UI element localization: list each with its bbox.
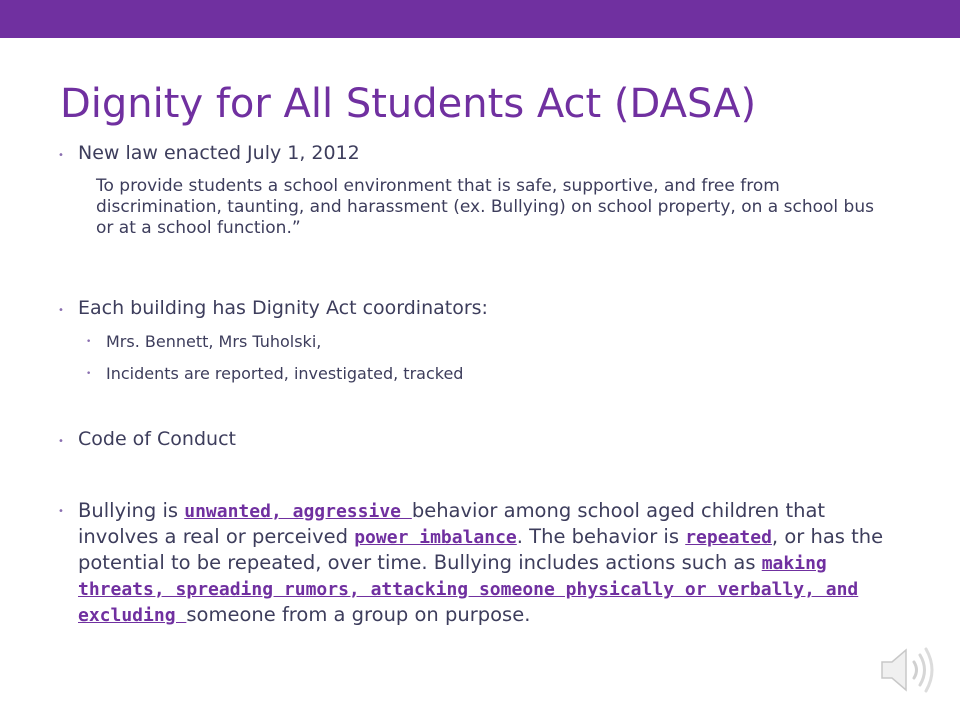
bullet-new-law: New law enacted July 1, 2012 — [78, 142, 360, 164]
keyword-unwanted-aggressive: unwanted, aggressive — [184, 501, 412, 522]
bullying-definition — [78, 498, 908, 628]
keyword-repeated: repeated — [685, 527, 772, 548]
top-accent-bar — [0, 0, 960, 38]
bullet-marker: • — [58, 150, 64, 161]
keyword-bullying-actions: making threats, spreading rumors, attacking someone physically or verbally, and excluding — [78, 553, 859, 626]
bullet-marker: • — [58, 305, 64, 316]
sub-bullet-marker: • — [86, 337, 92, 347]
bullet-marker: • — [58, 436, 64, 447]
sub-bullet-marker: • — [86, 369, 92, 379]
bullying-text: someone from a group on purpose. — [186, 603, 531, 626]
bullet-marker: • — [58, 506, 64, 517]
keyword-power-imbalance: power imbalance — [354, 527, 517, 548]
bullying-text: behavior among school aged children that involves a real or perceived — [78, 499, 826, 548]
sub-bullet-coordinator-names: Mrs. Bennett, Mrs Tuholski, — [106, 332, 322, 351]
sub-bullet-incidents: Incidents are reported, investigated, tracked — [106, 364, 464, 383]
bullying-text: . The behavior is — [516, 525, 686, 548]
slide-title: Dignity for All Students Act (DASA) — [60, 81, 757, 127]
bullying-text: Bullying is — [78, 499, 185, 522]
dasa-purpose-quote: To provide students a school environment that is safe, supportive, and free from discrimination, taunting, and harassment (ex. Bullying) on school property, on a school bus or at a school function.” — [96, 176, 874, 238]
bullying-text: , or has the potential to be repeated, over time. Bullying includes actions such as — [78, 525, 884, 574]
bullet-coordinators: Each building has Dignity Act coordinators: — [78, 297, 488, 319]
speaker-icon[interactable] — [876, 644, 940, 696]
bullet-code-of-conduct: Code of Conduct — [78, 428, 236, 450]
